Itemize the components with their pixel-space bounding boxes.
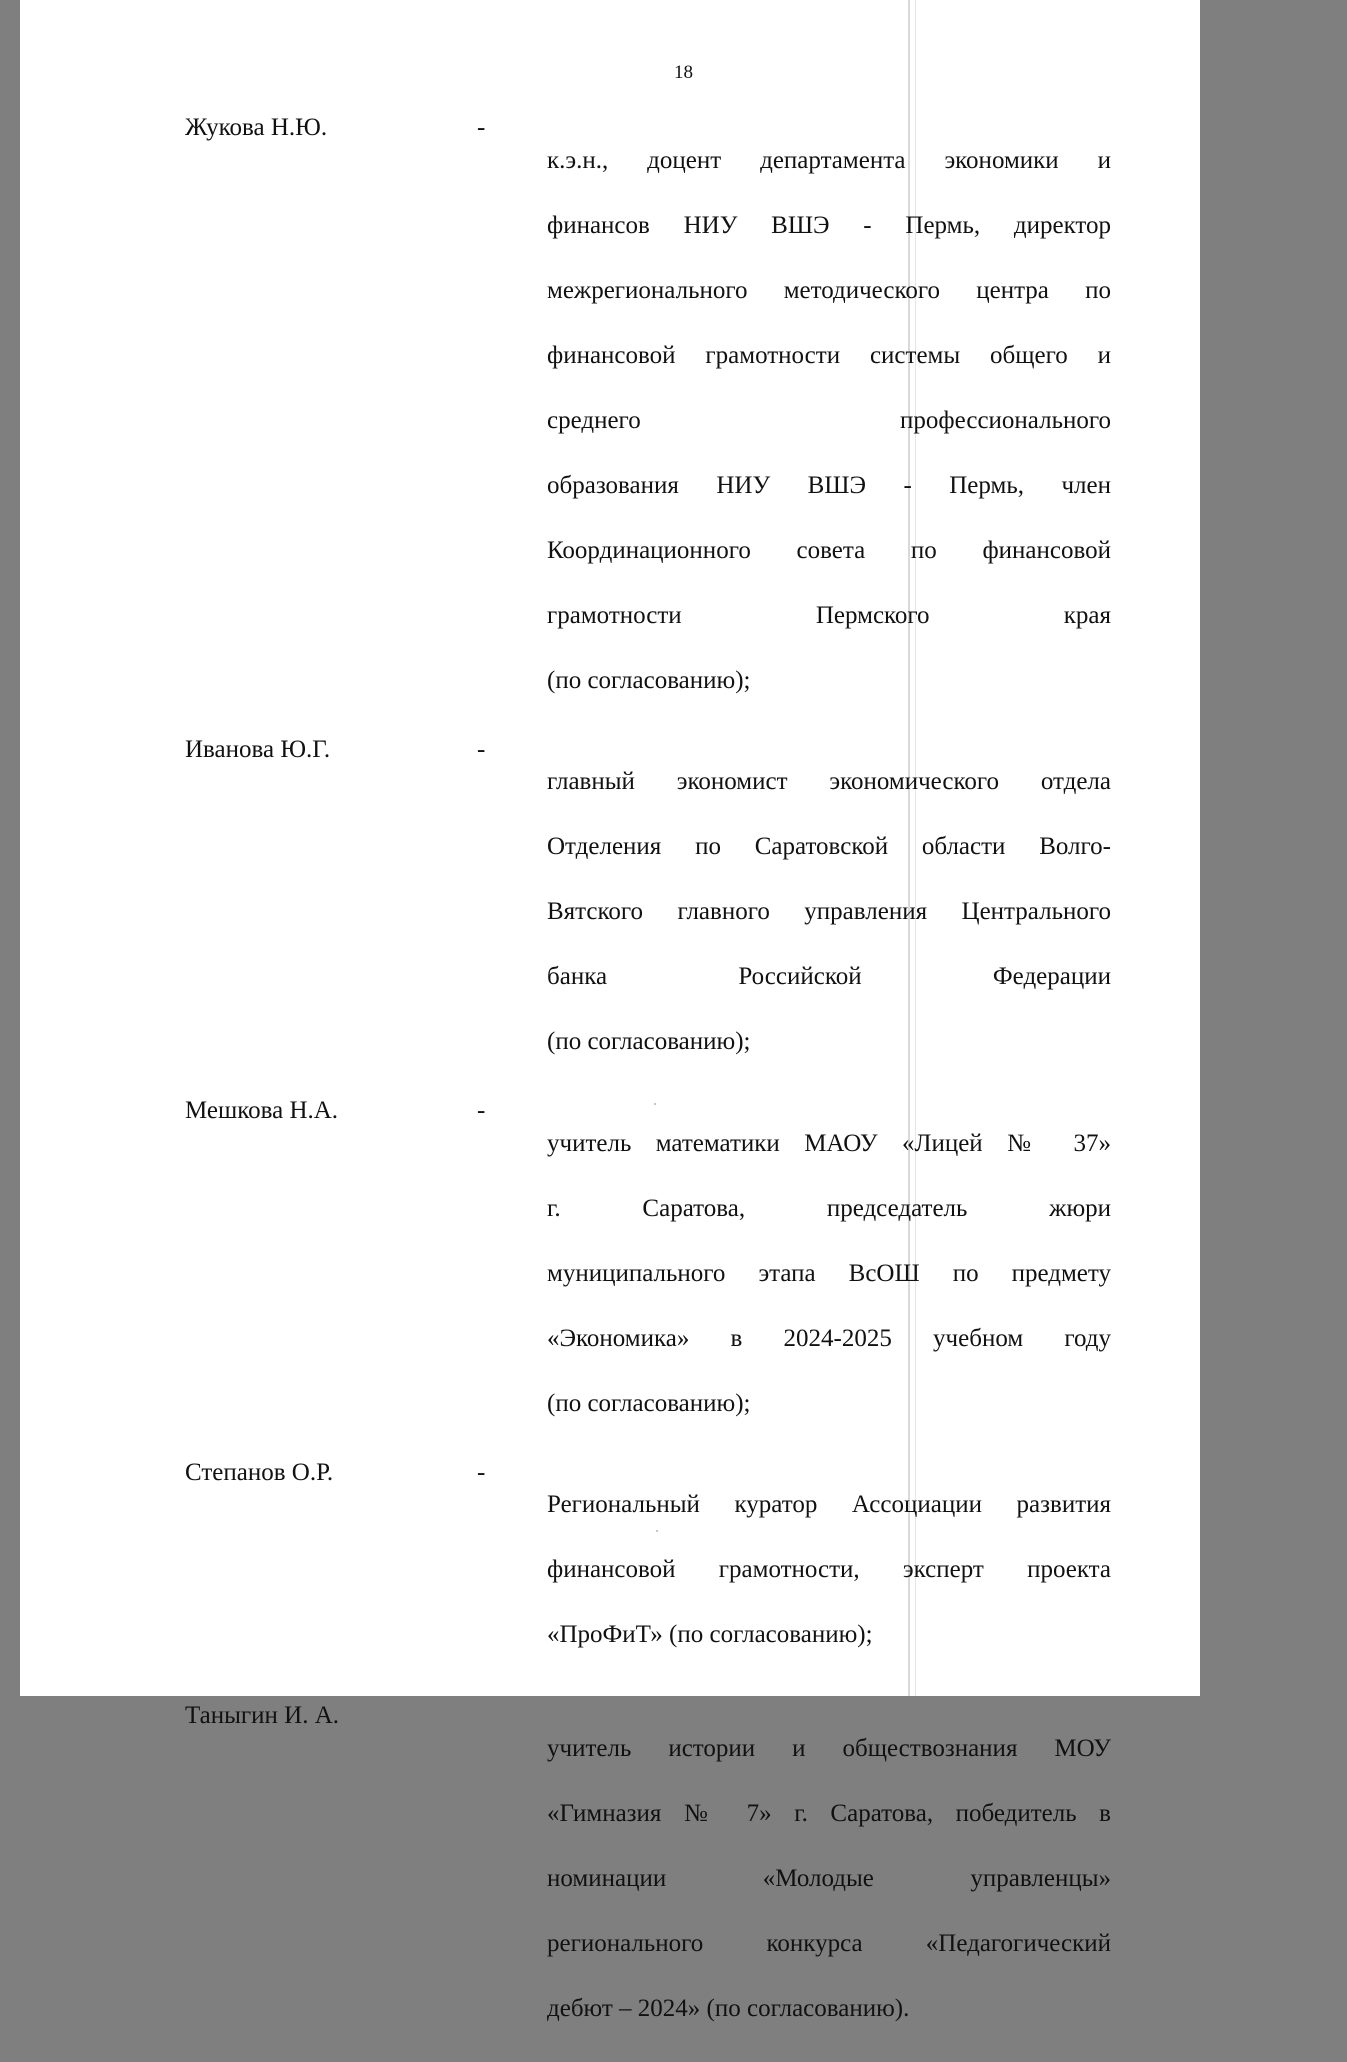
description-line: «Гимназия № 7» г. Саратова, победитель в: [547, 1799, 1111, 1827]
description-line: «ПроФиТ» (по согласованию);: [547, 1621, 873, 1648]
page-number: 18: [674, 62, 693, 83]
description-line: г. Саратова, председатель жюри: [547, 1194, 1111, 1222]
member-name: Жукова Н.Ю.: [185, 114, 328, 141]
description-line: финансовой грамотности, эксперт проекта: [547, 1556, 1111, 1583]
member-row: [185, 1095, 1160, 1453]
member-description: [547, 734, 1111, 1092]
description-line: Координационного совета по финансовой: [547, 536, 1111, 564]
member-dash: -: [477, 1097, 486, 1124]
scan-speck: [654, 1103, 656, 1105]
description-line: среднего профессионального: [547, 406, 1111, 434]
member-description: [547, 1700, 1111, 2058]
scan-speck: [656, 1530, 658, 1532]
member-description: [547, 1095, 1111, 1453]
description-line: дебют – 2024» (по согласованию).: [547, 1994, 910, 2022]
description-line: главный экономист экономического отдела: [547, 768, 1111, 795]
description-line: финансов НИУ ВШЭ - Пермь, директор: [547, 211, 1111, 239]
member-description: [547, 1457, 1111, 1685]
member-name: Таныгин И. А.: [185, 1702, 340, 1729]
description-line: учитель математики МАОУ «Лицей № 37»: [547, 1129, 1111, 1157]
member-dash: -: [477, 1458, 486, 1486]
description-line: «Экономика» в 2024-2025 учебном году: [547, 1324, 1111, 1352]
description-line: образования НИУ ВШЭ - Пермь, член: [547, 471, 1111, 499]
description-line: межрегионального методического центра по: [547, 276, 1111, 304]
member-row: [185, 1700, 1160, 2058]
description-line: (по согласованию);: [547, 1028, 751, 1055]
member-dash: -: [477, 735, 486, 763]
description-line: Региональный куратор Ассоциации развития: [547, 1491, 1111, 1518]
member-row: [185, 112, 1160, 730]
member-name: Степанов О.Р.: [185, 1458, 334, 1486]
description-line: к.э.н., доцент департамента экономики и: [547, 146, 1111, 174]
document-page: [20, 0, 1200, 2022]
description-line: (по согласованию);: [547, 1389, 751, 1417]
description-line: финансовой грамотности системы общего и: [547, 341, 1111, 369]
member-dash: -: [477, 114, 486, 141]
description-line: регионального конкурса «Педагогический: [547, 1929, 1111, 1957]
description-line: учитель истории и обществознания МОУ: [547, 1734, 1111, 1762]
description-line: Отделения по Саратовской области Волго-: [547, 833, 1111, 860]
description-line: банка Российской Федерации: [547, 963, 1111, 990]
committee-members-list: [185, 112, 1160, 2062]
member-name: Иванова Ю.Г.: [185, 735, 331, 763]
description-line: номинации «Молодые управленцы»: [547, 1864, 1111, 1892]
member-row: [185, 1457, 1160, 1685]
description-line: муниципального этапа ВсОШ по предмету: [547, 1259, 1111, 1287]
member-row: [185, 734, 1160, 1092]
member-name: Мешкова Н.А.: [185, 1097, 339, 1124]
description-line: (по согласованию);: [547, 666, 751, 694]
member-description: [547, 112, 1111, 730]
description-line: Вятского главного управления Центрального: [547, 898, 1111, 925]
description-line: грамотности Пермского края: [547, 601, 1111, 629]
